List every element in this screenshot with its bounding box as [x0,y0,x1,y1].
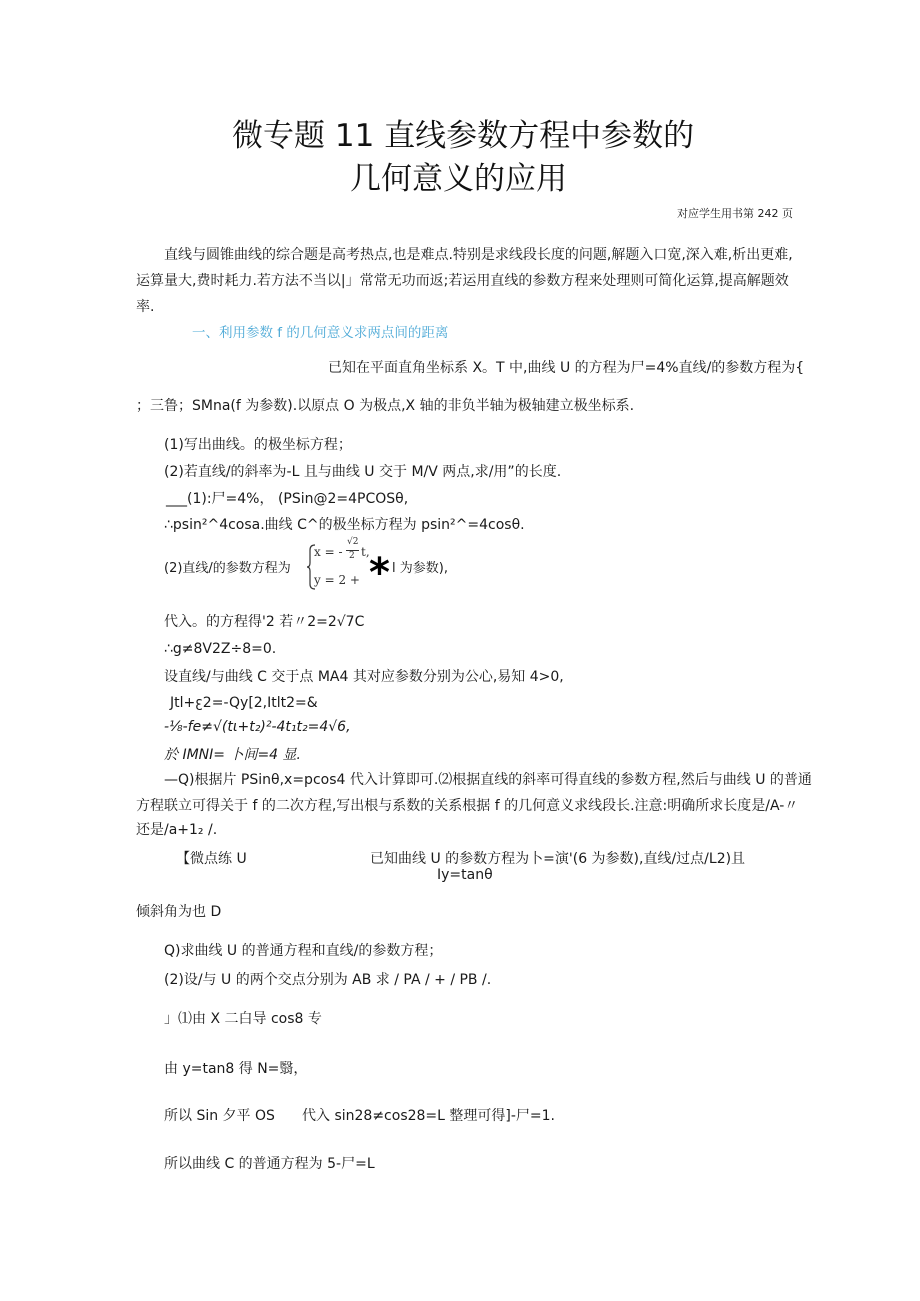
solution-line-2: ∴psin²^4cosa.曲线 C^的极坐标方程为 psin²^=4cosθ. [164,517,525,533]
formula-frac-num: √2 [347,537,359,547]
solution-line-12: 还是/a+1₂ /. [136,822,218,838]
practice-question-2: (2)设/与 U 的两个交点分别为 AB 求 / PA / + / PB /. [164,972,492,988]
page-reference: 对应学生用书第 242 页 [677,207,793,220]
solution-line-6: 设直线/与曲线 C 交于点 MA4 其对应参数分别为公心,易知 4>0, [164,669,564,685]
title-line-1: 微专题 11 直线参数方程中参数的 [232,118,695,154]
problem-line-1: 已知在平面直角坐标系 X。T 中,曲线 U 的方程为尸=4%直线/的参数方程为{ [328,360,805,376]
solution-line-10: —Q)根据片 PSinθ,x=pcos4 代入计算即可.⑵根据直线的斜率可得直线的参数方程,然后与曲线 U 的普通 [164,772,812,788]
intro-line-2: 运算量大,费时耗力.若方法不当以|」常常无功而返;若运用直线的参数方程来处理则可简化运算,提高解题效 [136,273,789,289]
formula-y: y = 2 + [314,573,360,587]
section-heading: 一、利用参数 f 的几何意义求两点间的距离 [192,325,449,341]
formula-x-tail: t, [361,545,370,559]
solution-line-4: 代入。的方程得'2 若〃2=2√7C [164,614,365,630]
practice-answer-4: 所以曲线 C 的普通方程为 5-尸=L [164,1156,375,1172]
question-2: (2)若直线/的斜率为-L 且与曲线 U 交于 M/V 两点,求/用”的长度. [164,464,562,480]
solution-line-3-prefix: (2)直线/的参数方程为 [164,561,291,576]
practice-text-2: Iy=tanθ [437,867,493,883]
solution-line-7: Jtl+ꜫ2=-Qy[2,Itlt2=& [170,695,318,711]
problem-line-2: ；三鲁；SMna(f 为参数).以原点 O 为极点,X 轴的非负半轴为极轴建立极坐标系. [136,398,635,414]
solution-line-3-suffix: l 为参数), [392,561,448,576]
title-line-2: 几何意义的应用 [350,161,567,197]
solution-line-11: 方程联立可得关于 f 的二次方程,写出根与系数的关系根据 f 的几何意义求线段长.注意:明确所求长度是/A-〃 [136,798,799,814]
solution-line-8: -⅛-fe≠√(tι+t₂)²-4t₁t₂=4√6, [164,719,351,735]
star-mark: * [369,550,390,596]
practice-answer-1: 」⑴由 X 二白导 cos8 专 [164,1011,322,1027]
solution-line-9: 於 IMNI= 卜间=4 显. [164,747,301,763]
practice-answer-3-right: 代入 sin28≠cos28=L 整理可得]-尸=1. [302,1108,556,1124]
practice-text-1: 已知曲线 U 的参数方程为卜=演'(6 为参数),直线/过点/L2)且 [370,851,746,867]
question-1: (1)写出曲线。的极坐标方程； [164,437,352,453]
intro-line-3: 率. [136,299,155,315]
solution-line-1: ___(1):尸=4%， (PSin@2=4PCOSθ, [166,491,409,507]
intro-line-1: 直线与圆锥曲线的综合题是高考热点,也是难点.特别是求线段长度的问题,解题入口宽,深入难,析出更难, [164,247,793,263]
formula-x-lhs: x = - [314,545,343,559]
practice-label: 【微点练 U [176,851,247,867]
solution-line-5: ∴g≠8V2Z÷8=0. [164,641,277,657]
formula-frac-den: 2 [349,551,355,561]
practice-answer-2: 由 y=tan8 得 N=翳， [164,1061,308,1077]
practice-answer-3-left: 所以 Sin 夕平 OS [164,1108,275,1124]
practice-line-3: 倾斜角为也 D [136,904,222,920]
practice-question-1: Q)求曲线 U 的普通方程和直线/的参数方程； [164,943,443,959]
